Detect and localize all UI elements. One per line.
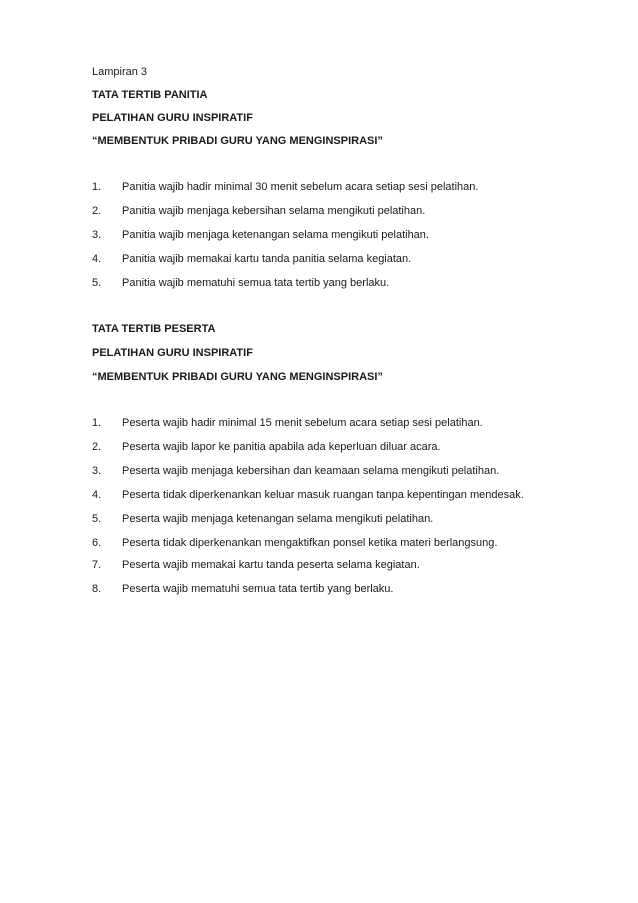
list-item-number: 2. — [92, 205, 102, 217]
list-item-number: 5. — [92, 513, 102, 525]
list-item-text: Panitia wajib menjaga ketenangan selama mengikuti pelatihan. — [122, 229, 429, 241]
panitia-title: TATA TERTIB PANITIA — [92, 89, 208, 101]
list-item-number: 3. — [92, 229, 102, 241]
list-item-text: Panitia wajib mematuhi semua tata tertib yang berlaku. — [122, 277, 390, 289]
list-item-number: 4. — [92, 253, 102, 265]
list-item-text: Peserta tidak diperkenankan keluar masuk ruangan tanpa kepentingan mendesak. — [122, 489, 524, 501]
peserta-title: TATA TERTIB PESERTA — [92, 323, 216, 335]
peserta-subtitle: PELATIHAN GURU INSPIRATIF — [92, 347, 253, 359]
list-item-text: Peserta wajib menjaga kebersihan dan keamaan selama mengikuti pelatihan. — [122, 465, 500, 477]
list-item-text: Peserta wajib memakai kartu tanda peserta selama kegiatan. — [122, 559, 420, 571]
list-item-text: Peserta tidak diperkenankan mengaktifkan ponsel ketika materi berlangsung. — [122, 537, 498, 549]
list-item-text: Panitia wajib hadir minimal 30 menit sebelum acara setiap sesi pelatihan. — [122, 181, 479, 193]
list-item-number: 3. — [92, 465, 102, 477]
peserta-theme: “MEMBENTUK PRIBADI GURU YANG MENGINSPIRASI” — [92, 371, 383, 383]
list-item-number: 1. — [92, 417, 102, 429]
list-item-number: 2. — [92, 441, 102, 453]
panitia-subtitle: PELATIHAN GURU INSPIRATIF — [92, 112, 253, 124]
list-item-text: Panitia wajib memakai kartu tanda panitia selama kegiatan. — [122, 253, 412, 265]
appendix-label: Lampiran 3 — [92, 66, 148, 78]
list-item-text: Panitia wajib menjaga kebersihan selama mengikuti pelatihan. — [122, 205, 426, 217]
list-item-text: Peserta wajib menjaga ketenangan selama mengikuti pelatihan. — [122, 513, 434, 525]
list-item-text: Peserta wajib lapor ke panitia apabila ada keperluan diluar acara. — [122, 441, 441, 453]
list-item-number: 1. — [92, 181, 102, 193]
list-item-text: Peserta wajib hadir minimal 15 menit sebelum acara setiap sesi pelatihan. — [122, 417, 483, 429]
list-item-number: 6. — [92, 537, 102, 549]
panitia-theme: “MEMBENTUK PRIBADI GURU YANG MENGINSPIRASI” — [92, 135, 383, 147]
list-item-text: Peserta wajib mematuhi semua tata tertib yang berlaku. — [122, 583, 394, 595]
list-item-number: 5. — [92, 277, 102, 289]
list-item-number: 4. — [92, 489, 102, 501]
list-item-number: 7. — [92, 559, 102, 571]
list-item-number: 8. — [92, 583, 102, 595]
